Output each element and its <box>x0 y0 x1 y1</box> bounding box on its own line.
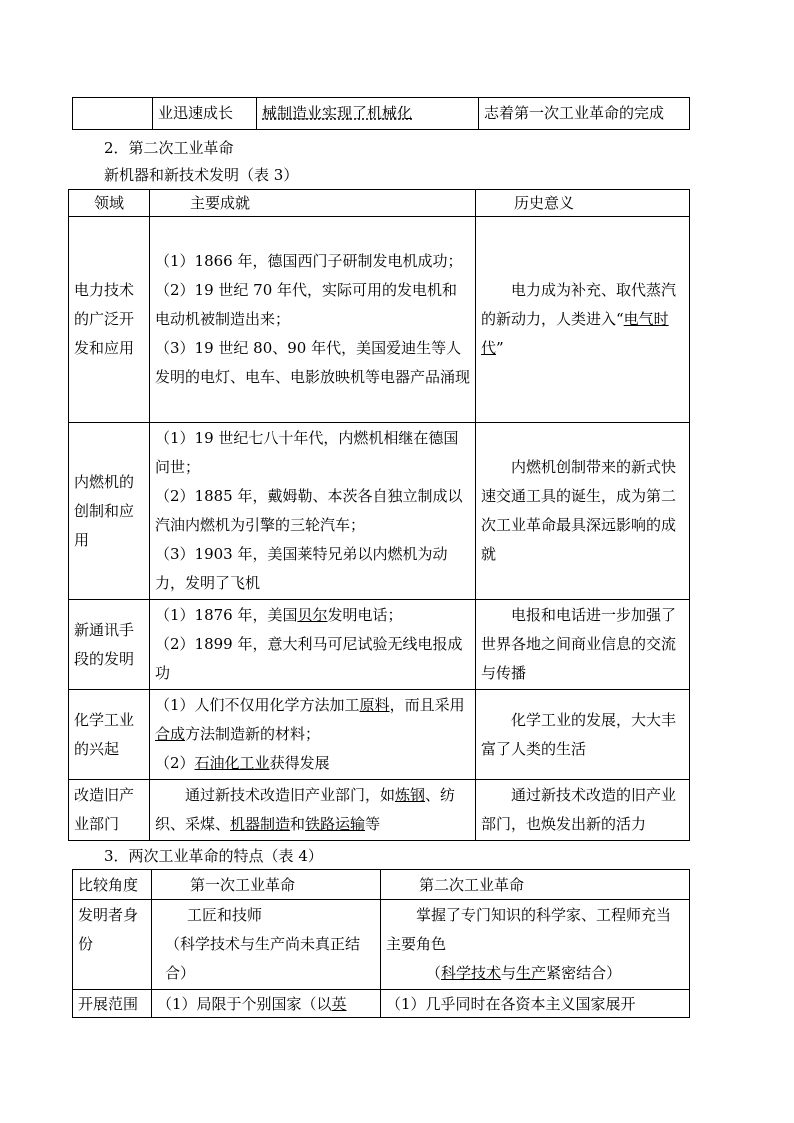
meaning-text-end: ” <box>496 339 504 357</box>
first-text: 工匠和技师 <box>187 906 263 924</box>
first-note: （科学技术与生产尚未真正结合） <box>165 935 361 982</box>
meaning-cell: 内燃机创制带来的新式快速交通工具的诞生，成为第二次工业革命最具深远影响的成就 <box>476 423 690 600</box>
field-cell: 内燃机的创制和应用 <box>69 423 150 600</box>
achievement-cell <box>150 780 476 841</box>
meaning-cell: 化学工业的发展，大大丰富了人类的生活 <box>476 690 690 780</box>
item-underline: 贝尔 <box>297 606 328 624</box>
achievement-cell <box>150 217 476 423</box>
header-field: 领域 <box>69 190 150 217</box>
item-text: 通过新技术改造旧产业部门，如 <box>185 786 396 804</box>
second-text: 掌握了专门知识的科学家、工程师充当主要角色 <box>386 906 672 953</box>
meaning-underline: 电气时代 <box>481 310 669 357</box>
section2-subtitle: 新机器和新技术发明（表 3） <box>104 166 299 184</box>
achievement-item <box>155 601 470 630</box>
achievement-item: （2）1899 年，意大利马可尼试验无线电报成功 <box>155 635 463 682</box>
item-underline: 铁路运输 <box>305 815 366 833</box>
table3 <box>68 189 690 841</box>
section2-title: 2．第二次工业革命 <box>104 139 234 157</box>
achievement-item: （3）19 世纪 80、90 年代，美国爱迪生等人发明的电灯、电车、电影放映机等电器产品涌现 <box>155 339 471 386</box>
table-row <box>69 190 690 217</box>
table-row <box>73 990 690 1018</box>
header-angle: 比较角度 <box>73 870 152 900</box>
achievement-item: （2）1885 年，戴姆勒、本茨各自独立制成以汽油内燃机为引擎的三轮汽车； <box>155 487 463 534</box>
achievement-item <box>155 749 470 778</box>
table-row <box>69 690 690 780</box>
section3-title: 3．两次工业革命的特点（表 4） <box>104 847 323 865</box>
meaning-cell: 电报和电话进一步加强了世界各地之间商业信息的交流与传播 <box>476 600 690 690</box>
header-achievement <box>150 190 476 217</box>
note-text: 与 <box>501 964 517 982</box>
item-text: 、纺织、采煤、 <box>155 786 456 833</box>
note-underline: 科学技术 <box>441 964 502 982</box>
first-cell <box>152 990 381 1018</box>
field-cell: 新通讯手段的发明 <box>69 600 150 690</box>
meaning-cell <box>476 217 690 423</box>
item-text: （1）1876 年，美国 <box>155 606 298 624</box>
table-row <box>69 423 690 600</box>
second-cell: （1）几乎同时在各资本主义国家展开 <box>381 990 690 1018</box>
table-row <box>73 870 690 900</box>
table-row <box>69 217 690 423</box>
item-underline: 合成 <box>155 725 186 743</box>
top-table <box>72 97 690 130</box>
top-cell-2: 业迅速成长 <box>153 98 257 130</box>
achievement-cell <box>150 423 476 600</box>
second-note <box>386 959 684 988</box>
item-text: （1）人们不仅用化学方法加工 <box>155 696 360 714</box>
top-cell-4: 志着第一次工业革命的完成 <box>479 98 690 130</box>
header-meaning <box>476 190 690 217</box>
table-row <box>73 98 690 130</box>
field-cell: 化学工业的兴起 <box>69 690 150 780</box>
item-text: 方法制造新的材料； <box>185 725 321 743</box>
first-underline: 英 <box>331 994 347 1013</box>
item-text: （2） <box>155 754 195 772</box>
achievement-item: （1）19 世纪七八十年代，内燃机相继在德国问世； <box>155 429 459 476</box>
field-cell: 改造旧产业部门 <box>69 780 150 841</box>
header-achievement-text: 主要成就 <box>190 194 251 212</box>
top-cell-3 <box>257 98 479 130</box>
header-second <box>381 870 690 900</box>
meaning-cell: 通过新技术改造的旧产业部门，也焕发出新的活力 <box>476 780 690 841</box>
item-underline: 炼钢 <box>395 786 426 804</box>
item-underline: 原料 <box>359 696 390 714</box>
header-first-text: 第一次工业革命 <box>190 875 296 894</box>
header-meaning-text: 历史意义 <box>514 194 575 212</box>
table-row <box>69 780 690 841</box>
achievement-item: （2）19 世纪 70 年代，实际可用的发电机和电动机被制造出来； <box>155 281 458 328</box>
header-second-text: 第二次工业革命 <box>419 875 525 894</box>
top-cell-1 <box>73 98 153 130</box>
item-underline: 机器制造 <box>230 815 291 833</box>
achievement-item: （1）1866 年，德国西门子研制发电机成功； <box>155 252 463 270</box>
first-cell <box>152 900 381 990</box>
item-text: 获得发展 <box>269 754 330 772</box>
top-cell-3-text: 械制造业实现了机械化 <box>262 104 413 122</box>
item-underline: 石油化工业 <box>194 754 270 772</box>
header-first <box>152 870 381 900</box>
first-text: （1）局限于个别国家（以 <box>157 994 332 1013</box>
item-text: ，而且采用 <box>389 696 465 714</box>
meaning-text: 电力成为补充、取代蒸汽的新动力，人类进入“ <box>481 281 677 328</box>
item-text-end: 发明电话； <box>327 606 403 624</box>
second-cell <box>381 900 690 990</box>
achievement-cell <box>150 690 476 780</box>
table4 <box>72 869 690 1018</box>
achievement-item <box>155 691 470 749</box>
item-text: 等 <box>365 815 381 833</box>
table-row <box>69 600 690 690</box>
note-text: （ <box>426 964 442 982</box>
note-text: 紧密结合） <box>546 964 622 982</box>
field-cell: 电力技术的广泛开发和应用 <box>69 217 150 423</box>
note-underline: 生产 <box>516 964 547 982</box>
angle-cell: 发明者身份 <box>73 900 152 990</box>
table-row <box>73 900 690 990</box>
achievement-cell <box>150 600 476 690</box>
item-text: 和 <box>290 815 306 833</box>
angle-cell: 开展范围 <box>73 990 152 1018</box>
achievement-item: （3）1903 年，美国莱特兄弟以内燃机为动力，发明了飞机 <box>155 545 448 592</box>
